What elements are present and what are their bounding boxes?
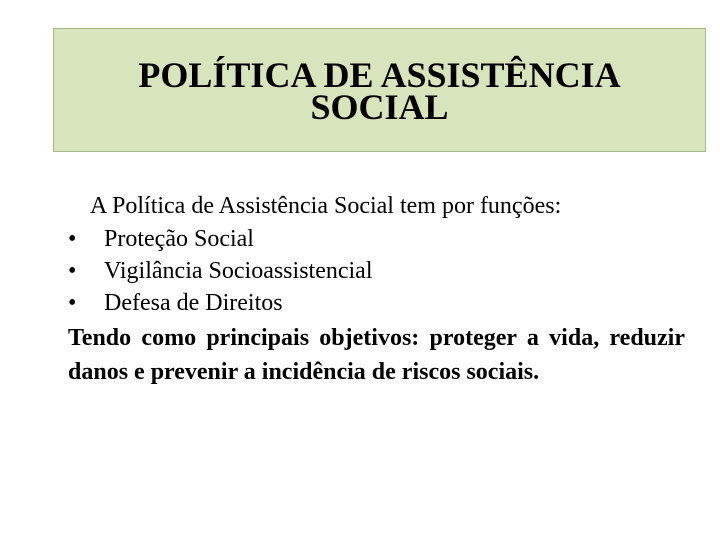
functions-list — [68, 223, 685, 319]
slide-title-line-2: SOCIAL — [310, 87, 449, 127]
bullet-icon: • — [68, 258, 77, 284]
slide-title-line-1: POLÍTICA DE ASSISTÊNCIA — [138, 55, 621, 95]
slide-content — [68, 189, 685, 389]
list-item-text: Vigilância Socioassistencial — [104, 258, 373, 284]
list-item — [68, 223, 685, 255]
intro-text: A Política de Assistência Social tem por funções: — [90, 193, 562, 219]
list-item-text: Defesa de Direitos — [104, 290, 283, 316]
bullet-icon: • — [68, 226, 77, 252]
title-box — [53, 28, 706, 152]
objectives-paragraph: Tendo como principais objetivos: proteger a vida, reduzir danos e prevenir a incidência de riscos sociais. — [68, 325, 685, 385]
bullet-icon: • — [68, 290, 77, 316]
list-item — [68, 255, 685, 287]
list-item-text: Proteção Social — [104, 226, 254, 252]
list-item — [68, 287, 685, 319]
